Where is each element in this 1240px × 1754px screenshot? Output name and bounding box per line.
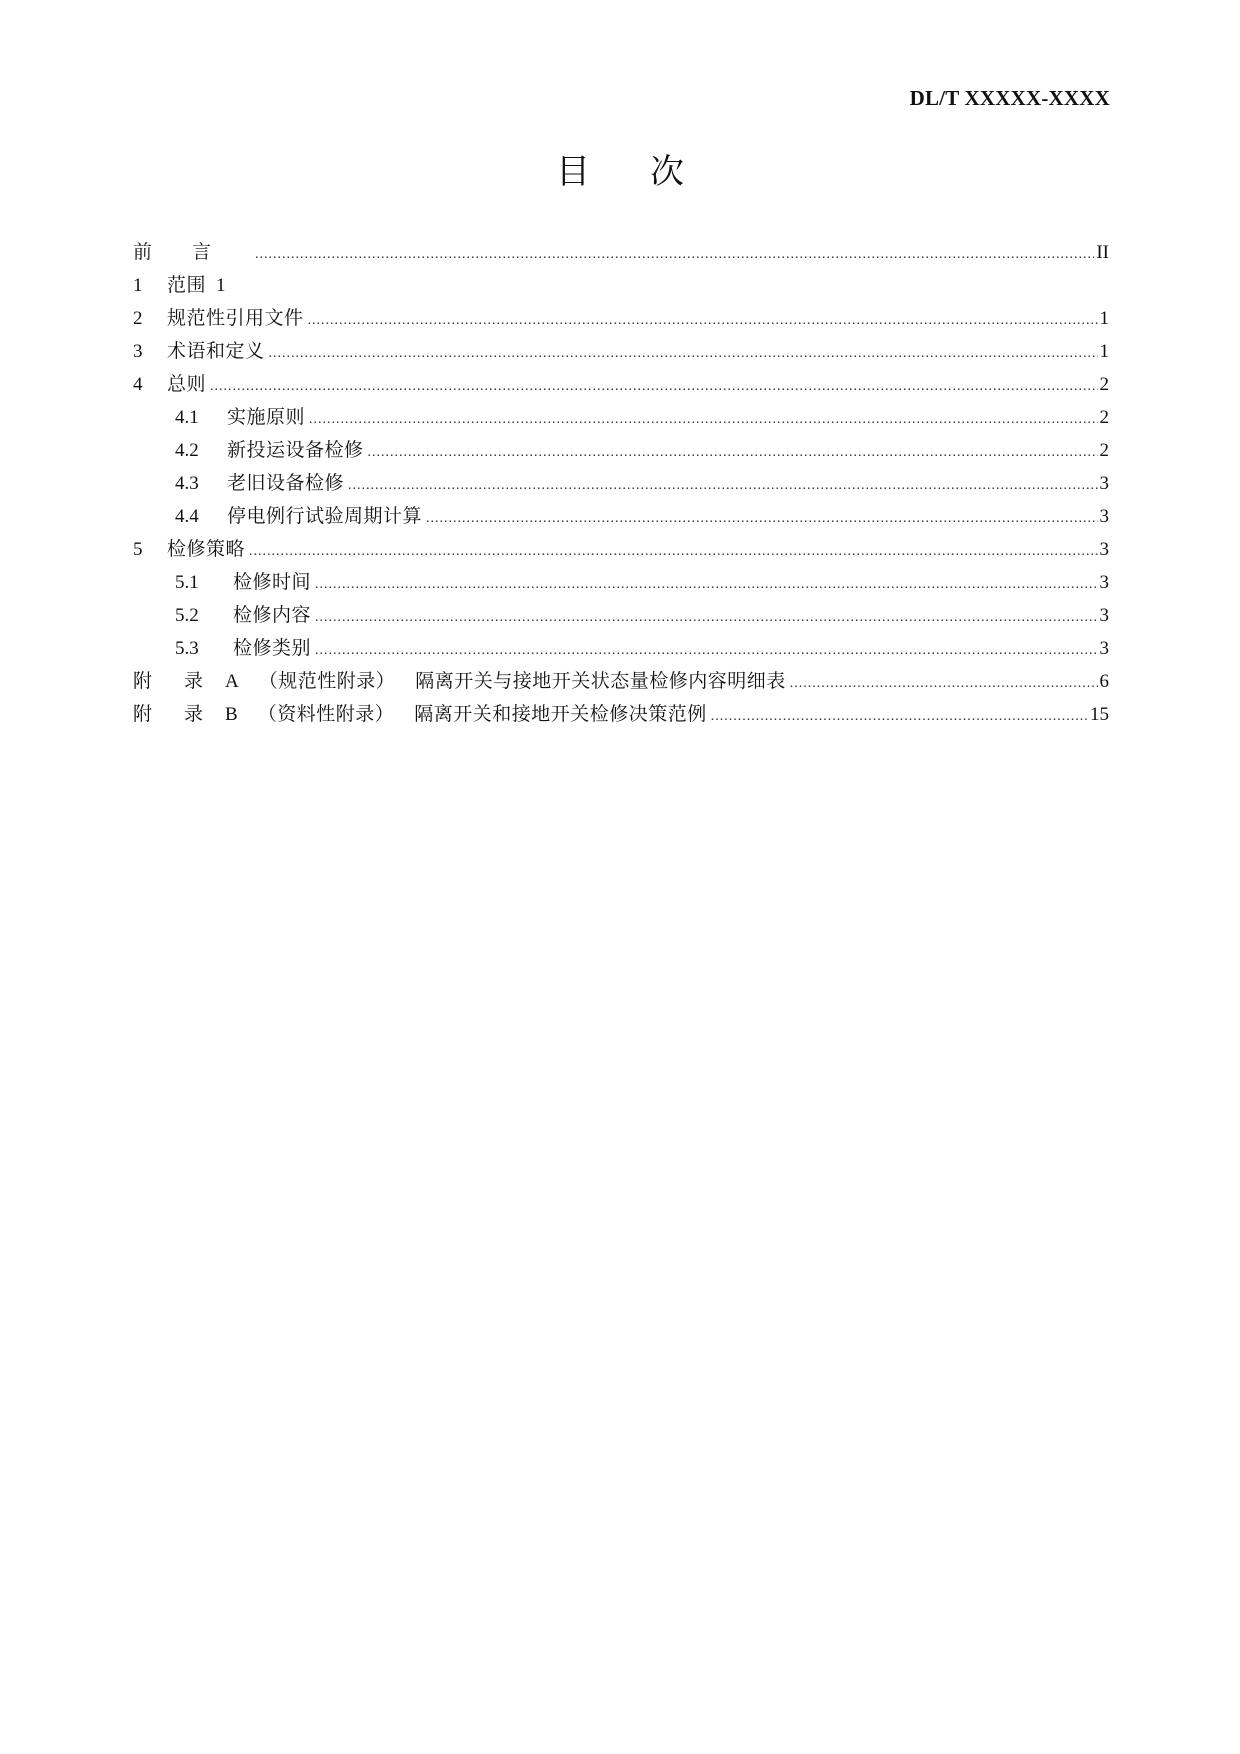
toc-label: 前言 — [133, 241, 252, 263]
toc-entry-foreword[interactable] — [133, 236, 1109, 269]
toc-entry-appendix-b[interactable] — [133, 698, 1109, 731]
toc-page-number: 3 — [1099, 638, 1109, 659]
toc-entry-normative-references[interactable] — [133, 302, 1109, 335]
toc-entry-5-1[interactable] — [133, 566, 1109, 599]
toc-label: 隔离开关与接地开关状态量检修内容明细表 — [415, 670, 786, 692]
toc-page-number: 1 — [1099, 308, 1109, 329]
toc-page-number: 3 — [1099, 506, 1109, 527]
dot-leader — [315, 601, 1097, 634]
dot-leader — [309, 403, 1097, 436]
toc-page-number: 2 — [1099, 440, 1109, 461]
toc-page-number: 3 — [1099, 473, 1109, 494]
dot-leader — [269, 337, 1098, 370]
toc-entry-4-1[interactable] — [133, 401, 1109, 434]
toc-entry-4-4[interactable] — [133, 500, 1109, 533]
toc-number: 5 — [133, 539, 143, 560]
toc-number: 5.2 — [175, 605, 199, 626]
toc-page-number: II — [1096, 242, 1109, 263]
toc-label: 检修时间 — [233, 571, 312, 593]
toc-label: 检修策略 — [167, 538, 246, 560]
dot-leader — [249, 535, 1097, 568]
toc-number: 4.2 — [175, 440, 199, 461]
dot-leader — [315, 568, 1097, 601]
toc-page-number: 2 — [1099, 407, 1109, 428]
toc-label: 实施原则 — [227, 406, 306, 428]
toc-label: 停电例行试验周期计算 — [227, 505, 423, 527]
toc-label: 术语和定义 — [167, 340, 265, 362]
toc-page-number: 3 — [1099, 605, 1109, 626]
appendix-type: （规范性附录） — [258, 670, 396, 692]
dot-leader — [711, 700, 1088, 733]
toc-number: 4.4 — [175, 506, 199, 527]
toc-entry-general[interactable] — [133, 368, 1109, 401]
toc-number: 4 — [133, 374, 143, 395]
appendix-letter: A — [225, 671, 239, 692]
toc-page-number: 15 — [1090, 704, 1109, 725]
toc-label: 新投运设备检修 — [227, 439, 364, 461]
toc-number: 3 — [133, 341, 143, 362]
toc-page-number: 2 — [1099, 374, 1109, 395]
dot-leader — [315, 634, 1097, 667]
appendix-letter: B — [225, 704, 238, 725]
toc-label: 范围 — [167, 274, 207, 296]
dot-leader — [426, 502, 1097, 535]
appendix-word-1: 附 — [133, 670, 153, 692]
toc-entry-scope[interactable] — [133, 269, 1109, 302]
toc-number: 5.1 — [175, 572, 199, 593]
dot-leader — [348, 469, 1097, 502]
toc-page-number: 1 — [1099, 341, 1109, 362]
dot-leader — [255, 238, 1094, 271]
toc-entry-4-2[interactable] — [133, 434, 1109, 467]
dot-leader — [308, 304, 1098, 337]
appendix-word-2: 录 — [184, 703, 204, 725]
toc-page-number: 3 — [1099, 572, 1109, 593]
dot-leader — [210, 370, 1097, 403]
dot-leader — [790, 667, 1098, 700]
toc-label: 总则 — [167, 373, 207, 395]
title-char-1: 目 — [556, 152, 590, 192]
toc-number: 4.1 — [175, 407, 199, 428]
appendix-word-2: 录 — [184, 670, 204, 692]
page-title — [0, 144, 1240, 193]
table-of-contents — [133, 236, 1109, 731]
toc-entry-appendix-a[interactable] — [133, 665, 1109, 698]
toc-label: 规范性引用文件 — [167, 307, 304, 329]
toc-number: 2 — [133, 308, 143, 329]
document-code: DL/T XXXXX-XXXX — [909, 86, 1110, 110]
title-char-2: 次 — [650, 152, 684, 192]
toc-number: 5.3 — [175, 638, 199, 659]
appendix-prefix — [133, 665, 415, 698]
toc-entry-strategy[interactable] — [133, 533, 1109, 566]
toc-label: 老旧设备检修 — [227, 472, 345, 494]
toc-page-number: 1 — [216, 275, 226, 296]
toc-entry-terms[interactable] — [133, 335, 1109, 368]
toc-page-number: 6 — [1099, 671, 1109, 692]
toc-label: 检修类别 — [233, 637, 312, 659]
dot-leader — [368, 436, 1098, 469]
toc-entry-5-2[interactable] — [133, 599, 1109, 632]
toc-number: 4.3 — [175, 473, 199, 494]
toc-entry-5-3[interactable] — [133, 632, 1109, 665]
appendix-prefix — [133, 698, 414, 731]
toc-label: 检修内容 — [233, 604, 312, 626]
appendix-type: （资料性附录） — [257, 703, 395, 725]
toc-entry-4-3[interactable] — [133, 467, 1109, 500]
toc-page-number: 3 — [1099, 539, 1109, 560]
toc-number: 1 — [133, 275, 143, 296]
appendix-word-1: 附 — [133, 703, 153, 725]
toc-label: 隔离开关和接地开关检修决策范例 — [414, 703, 707, 725]
